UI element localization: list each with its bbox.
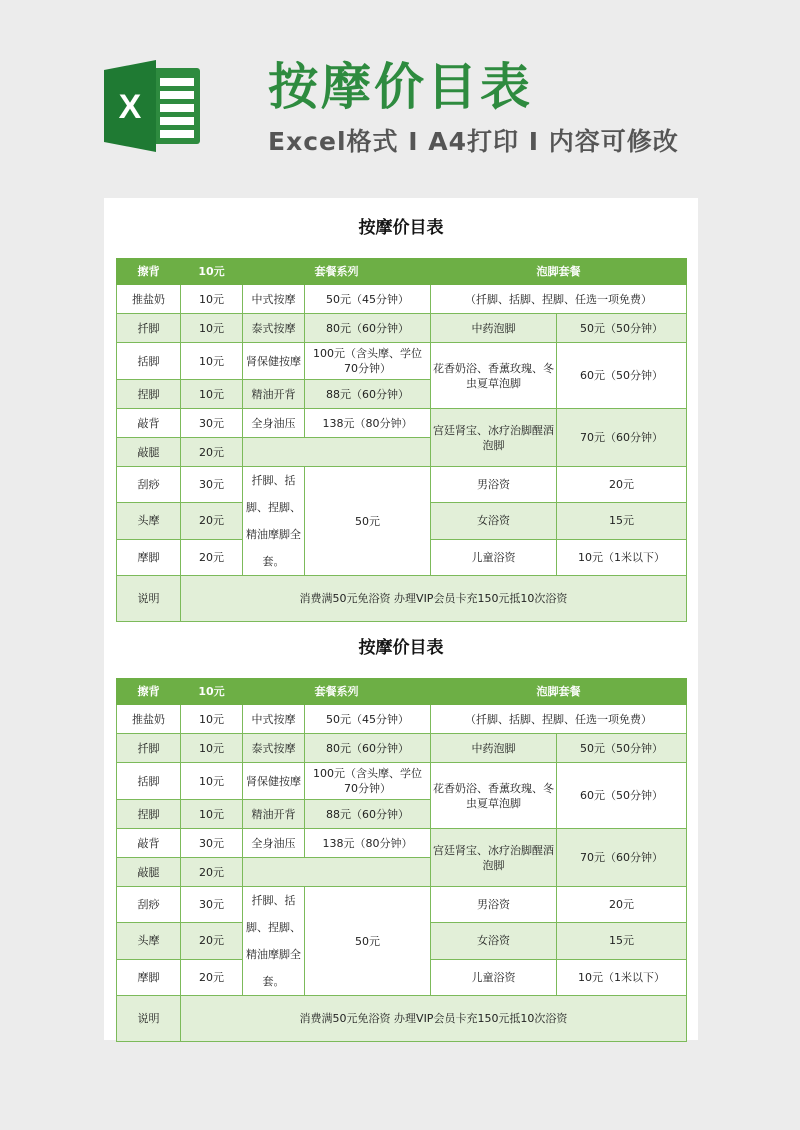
package-name: 中式按摩: [243, 285, 305, 314]
foot-item-price: 10元（1米以下）: [557, 539, 687, 575]
table-row: [117, 285, 687, 314]
foot-item-price: 50元（50分钟）: [557, 314, 687, 343]
foot-item-name: 花香奶浴、香薰玫瑰、冬虫夏草泡脚: [431, 343, 557, 409]
sheet-title: 按摩价目表: [358, 218, 444, 238]
page-title: 按摩价目表: [268, 58, 533, 116]
item-price: 20元: [181, 923, 243, 959]
item-name: 敲背: [117, 409, 181, 438]
note-label: 说明: [117, 996, 181, 1042]
header-cell: 10元: [181, 679, 243, 705]
item-name: 括脚: [117, 763, 181, 800]
foot-item-name: 宫廷肾宝、冰疗治脚醒酒泡脚: [431, 409, 557, 467]
item-price: 20元: [181, 539, 243, 575]
foot-item-name: 男浴资: [431, 467, 557, 503]
foot-item-name: 儿童浴资: [431, 959, 557, 995]
item-price: 10元: [181, 343, 243, 380]
table-header-row: [117, 679, 687, 705]
combo-price: 50元: [305, 467, 431, 576]
item-name: 括脚: [117, 343, 181, 380]
table-row: [117, 314, 687, 343]
foot-item-name: 宫廷肾宝、冰疗治脚醒酒泡脚: [431, 829, 557, 887]
item-name: 推盐奶: [117, 285, 181, 314]
foot-item-price: 15元: [557, 503, 687, 539]
item-price: 20元: [181, 858, 243, 887]
header-cell: 擦背: [117, 259, 181, 285]
package-price: 80元（60分钟）: [305, 314, 431, 343]
foot-item-price: 60元（50分钟）: [557, 763, 687, 829]
foot-item-name: 女浴资: [431, 503, 557, 539]
header-cell: 擦背: [117, 679, 181, 705]
printable-sheet: [104, 198, 698, 1040]
page-header: [0, 0, 800, 190]
note-label: 说明: [117, 576, 181, 622]
package-name: 泰式按摩: [243, 314, 305, 343]
foot-item-name: 儿童浴资: [431, 539, 557, 575]
package-name: 全身油压: [243, 829, 305, 858]
foot-item-name: （扦脚、括脚、捏脚、任选一项免费）: [431, 705, 687, 734]
item-name: 摩脚: [117, 959, 181, 995]
item-price: 10元: [181, 285, 243, 314]
table-row: [117, 343, 687, 380]
item-price: 20元: [181, 503, 243, 539]
logo-letter: X: [118, 88, 142, 126]
table-row: [117, 829, 687, 858]
note-text: 消费满50元免浴资 办理VIP会员卡充150元抵10次浴资: [181, 996, 687, 1042]
table-row: [117, 409, 687, 438]
price-table: [116, 678, 687, 1042]
package-name: 中式按摩: [243, 705, 305, 734]
package-name: 全身油压: [243, 409, 305, 438]
foot-item-name: 中药泡脚: [431, 314, 557, 343]
item-name: 捏脚: [117, 380, 181, 409]
price-table: [116, 258, 687, 622]
foot-item-name: 花香奶浴、香薰玫瑰、冬虫夏草泡脚: [431, 763, 557, 829]
item-name: 摩脚: [117, 539, 181, 575]
foot-item-price: 50元（50分钟）: [557, 734, 687, 763]
foot-item-name: 男浴资: [431, 887, 557, 923]
item-price: 20元: [181, 959, 243, 995]
combo-label: 扦脚、括脚、捏脚、精油摩脚全套。: [243, 887, 305, 996]
item-price: 30元: [181, 467, 243, 503]
package-price: 88元（60分钟）: [305, 800, 431, 829]
item-name: 头摩: [117, 923, 181, 959]
item-name: 敲背: [117, 829, 181, 858]
package-price: 50元（45分钟）: [305, 285, 431, 314]
item-name: 刮痧: [117, 467, 181, 503]
foot-item-price: 70元（60分钟）: [557, 409, 687, 467]
package-price: 50元（45分钟）: [305, 705, 431, 734]
note-row: [117, 996, 687, 1042]
item-price: 10元: [181, 380, 243, 409]
package-name: 肾保健按摩: [243, 763, 305, 800]
item-price: 10元: [181, 800, 243, 829]
table-row: [117, 763, 687, 800]
page-subtitle: Excel格式 I A4打印 I 内容可修改: [268, 127, 679, 156]
foot-item-price: 70元（60分钟）: [557, 829, 687, 887]
table-row: [117, 734, 687, 763]
excel-logo-icon: [104, 60, 204, 152]
foot-item-name: 女浴资: [431, 923, 557, 959]
item-name: 敲腿: [117, 438, 181, 467]
foot-item-price: 20元: [557, 887, 687, 923]
package-price: 100元（含头摩、学位70分钟）: [305, 763, 431, 800]
item-price: 30元: [181, 409, 243, 438]
sheet-title: 按摩价目表: [358, 638, 444, 658]
note-row: [117, 576, 687, 622]
item-name: 刮痧: [117, 887, 181, 923]
item-price: 10元: [181, 705, 243, 734]
package-name: 泰式按摩: [243, 734, 305, 763]
foot-item-name: 中药泡脚: [431, 734, 557, 763]
header-cell: 10元: [181, 259, 243, 285]
item-name: 捏脚: [117, 800, 181, 829]
table-row: [117, 887, 687, 923]
package-price: 80元（60分钟）: [305, 734, 431, 763]
item-name: 头摩: [117, 503, 181, 539]
item-name: 推盐奶: [117, 705, 181, 734]
foot-item-name: （扦脚、括脚、捏脚、任选一项免费）: [431, 285, 687, 314]
item-price: 10元: [181, 763, 243, 800]
header-cell: 套餐系列: [243, 259, 431, 285]
foot-item-price: 15元: [557, 923, 687, 959]
item-price: 10元: [181, 314, 243, 343]
foot-item-price: 20元: [557, 467, 687, 503]
item-name: 扦脚: [117, 314, 181, 343]
empty-cell: [243, 438, 431, 467]
item-price: 10元: [181, 734, 243, 763]
header-cell: 泡脚套餐: [431, 679, 687, 705]
item-price: 30元: [181, 887, 243, 923]
table-row: [117, 467, 687, 503]
package-price: 138元（80分钟）: [305, 829, 431, 858]
item-name: 扦脚: [117, 734, 181, 763]
package-name: 精油开背: [243, 800, 305, 829]
item-name: 敲腿: [117, 858, 181, 887]
note-text: 消费满50元免浴资 办理VIP会员卡充150元抵10次浴资: [181, 576, 687, 622]
package-price: 100元（含头摩、学位70分钟）: [305, 343, 431, 380]
table-row: [117, 705, 687, 734]
empty-cell: [243, 858, 431, 887]
item-price: 20元: [181, 438, 243, 467]
header-cell: 泡脚套餐: [431, 259, 687, 285]
combo-label: 扦脚、括脚、捏脚、精油摩脚全套。: [243, 467, 305, 576]
package-price: 138元（80分钟）: [305, 409, 431, 438]
combo-price: 50元: [305, 887, 431, 996]
foot-item-price: 10元（1米以下）: [557, 959, 687, 995]
table-header-row: [117, 259, 687, 285]
header-cell: 套餐系列: [243, 679, 431, 705]
foot-item-price: 60元（50分钟）: [557, 343, 687, 409]
package-price: 88元（60分钟）: [305, 380, 431, 409]
package-name: 肾保健按摩: [243, 343, 305, 380]
item-price: 30元: [181, 829, 243, 858]
package-name: 精油开背: [243, 380, 305, 409]
